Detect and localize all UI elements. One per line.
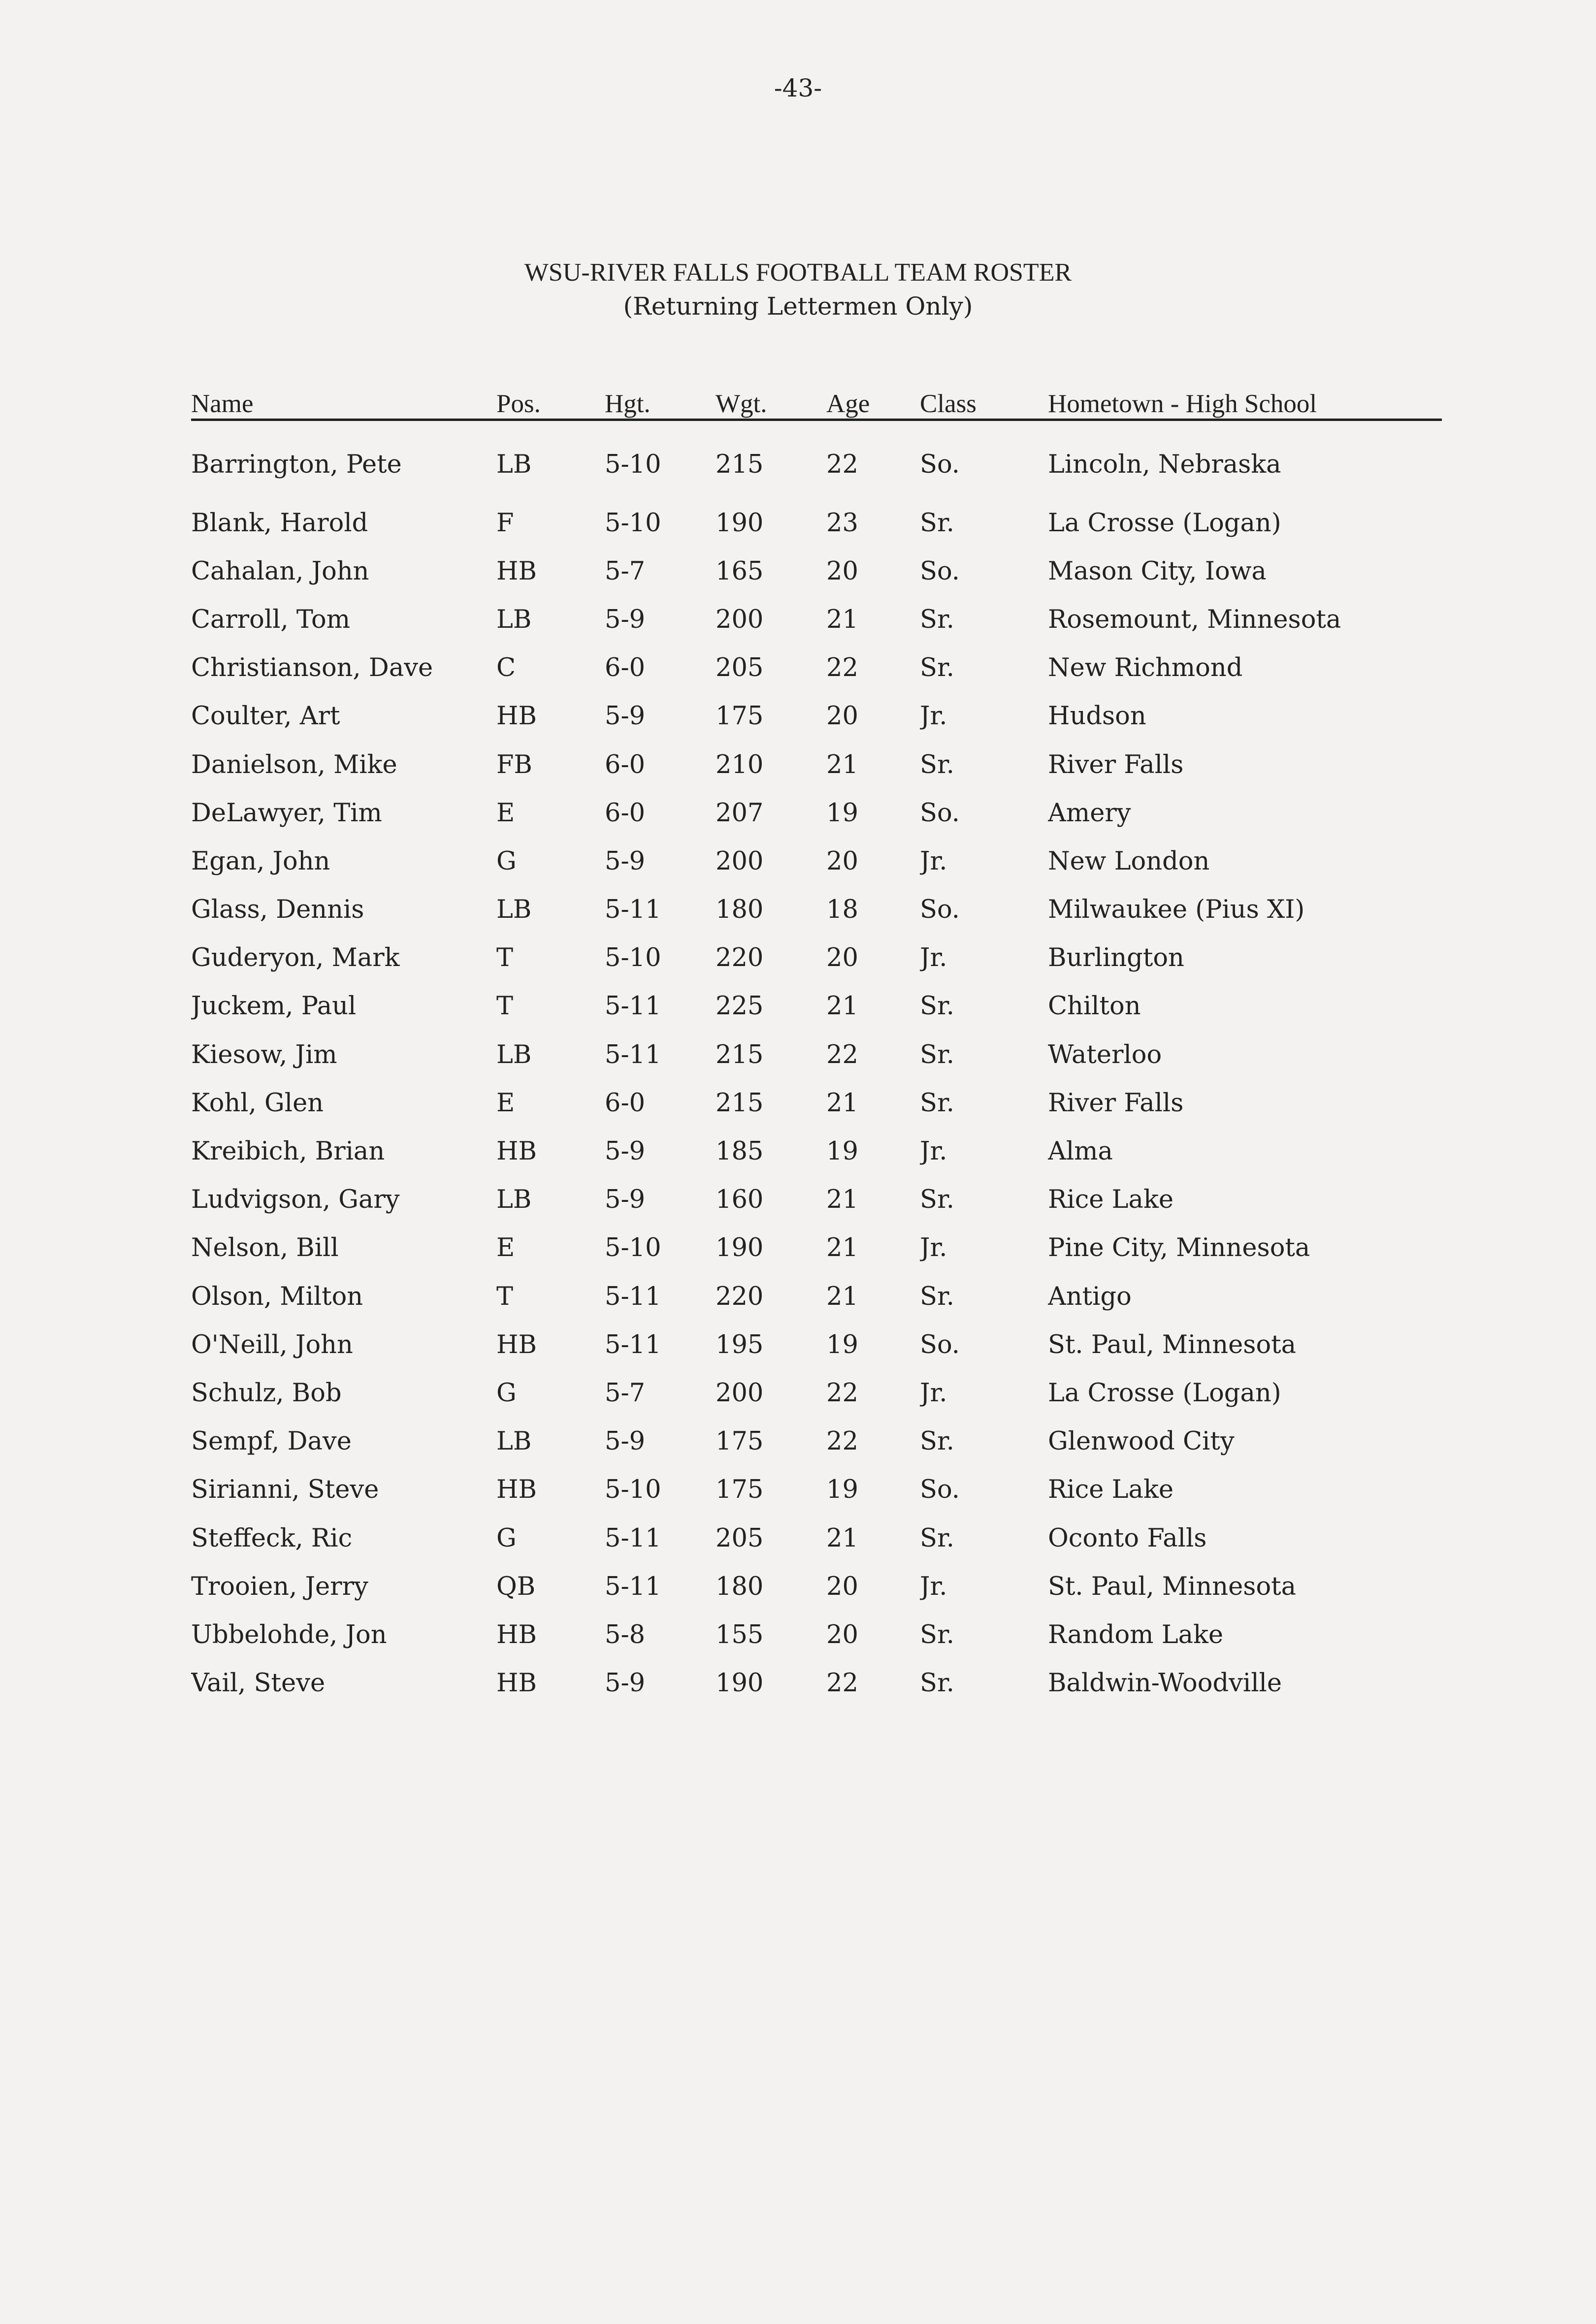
player-weight: 205 (716, 653, 764, 683)
player-name: Sempf, Dave (191, 1427, 352, 1456)
player-class: Sr. (920, 750, 954, 779)
player-height: 5-7 (605, 1378, 646, 1408)
player-hometown: Chilton (1048, 992, 1141, 1021)
player-age: 21 (826, 1233, 858, 1263)
player-hometown: Antigo (1048, 1282, 1132, 1311)
table-row (191, 789, 1442, 837)
table-row (191, 1321, 1442, 1369)
player-hometown: River Falls (1048, 1088, 1184, 1118)
player-position: HB (496, 1330, 537, 1359)
player-class: Sr. (920, 1669, 954, 1698)
player-age: 21 (826, 605, 858, 634)
player-hometown: New London (1048, 846, 1210, 876)
player-weight: 160 (716, 1185, 764, 1215)
player-weight: 165 (716, 556, 764, 586)
player-name: Trooien, Jerry (191, 1572, 368, 1601)
player-position: C (496, 653, 516, 683)
player-age: 21 (826, 992, 858, 1021)
player-class: Sr. (920, 508, 954, 538)
player-class: Jr. (920, 846, 947, 876)
player-height: 5-8 (605, 1620, 646, 1649)
player-position: LB (496, 895, 532, 925)
player-weight: 175 (716, 702, 764, 731)
player-position: E (496, 1088, 515, 1118)
player-class: So. (920, 798, 960, 828)
table-row (191, 692, 1442, 741)
player-age: 22 (826, 1378, 858, 1408)
player-class: Sr. (920, 1282, 954, 1311)
player-class: So. (920, 1330, 960, 1359)
player-height: 6-0 (605, 1088, 646, 1118)
header-wgt: Wgt. (716, 380, 826, 420)
player-height: 5-10 (605, 1233, 661, 1263)
title-block (0, 256, 1596, 323)
player-age: 20 (826, 1620, 858, 1649)
player-height: 5-11 (605, 1282, 661, 1311)
player-name: Steffeck, Ric (191, 1523, 353, 1553)
player-age: 21 (826, 1282, 858, 1311)
player-name: Olson, Milton (191, 1282, 363, 1311)
player-height: 6-0 (605, 798, 646, 828)
player-age: 19 (826, 1475, 858, 1505)
player-hometown: Pine City, Minnesota (1048, 1233, 1310, 1263)
player-position: LB (496, 1040, 532, 1069)
table-row (191, 1514, 1442, 1562)
player-hometown: Random Lake (1048, 1620, 1224, 1649)
player-height: 5-9 (605, 605, 646, 634)
player-name: Kiesow, Jim (191, 1040, 337, 1069)
player-position: E (496, 1233, 515, 1263)
player-position: HB (496, 1137, 537, 1166)
table-row (191, 595, 1442, 644)
player-weight: 180 (716, 1572, 764, 1601)
player-age: 22 (826, 450, 858, 479)
page-number: -43- (774, 74, 822, 102)
player-position: G (496, 846, 517, 876)
player-class: Sr. (920, 1620, 954, 1649)
player-weight: 185 (716, 1137, 764, 1166)
player-height: 6-0 (605, 653, 646, 683)
header-row (191, 380, 1442, 420)
player-age: 21 (826, 1523, 858, 1553)
player-age: 19 (826, 1330, 858, 1359)
player-weight: 195 (716, 1330, 764, 1359)
player-name: Barrington, Pete (191, 450, 402, 479)
player-hometown: River Falls (1048, 750, 1184, 779)
player-age: 21 (826, 750, 858, 779)
player-hometown: Hudson (1048, 702, 1146, 731)
player-position: T (496, 943, 514, 973)
table-row (191, 499, 1442, 547)
header-class: Class (920, 380, 1048, 420)
player-name: Kreibich, Brian (191, 1137, 385, 1166)
roster-subtitle: (Returning Lettermen Only) (623, 292, 973, 321)
table-row (191, 1659, 1442, 1708)
player-height: 5-10 (605, 943, 661, 973)
roster-body (191, 420, 1442, 1708)
player-height: 5-9 (605, 1669, 646, 1698)
player-position: HB (496, 1475, 537, 1505)
player-age: 23 (826, 508, 858, 538)
player-hometown: Burlington (1048, 943, 1184, 973)
table-row (191, 1369, 1442, 1417)
player-weight: 175 (716, 1475, 764, 1505)
player-age: 20 (826, 1572, 858, 1601)
table-row (191, 1127, 1442, 1175)
player-class: Sr. (920, 1523, 954, 1553)
player-hometown: Lincoln, Nebraska (1048, 450, 1281, 479)
player-hometown: St. Paul, Minnesota (1048, 1572, 1297, 1601)
player-name: Coulter, Art (191, 702, 340, 731)
player-hometown: Alma (1048, 1137, 1113, 1166)
player-height: 5-10 (605, 1475, 661, 1505)
header-name: Name (191, 380, 496, 420)
player-class: Sr. (920, 992, 954, 1021)
table-row (191, 420, 1442, 499)
player-name: Vail, Steve (191, 1669, 326, 1698)
player-weight: 225 (716, 992, 764, 1021)
player-hometown: Rosemount, Minnesota (1048, 605, 1341, 634)
player-position: FB (496, 750, 532, 779)
player-name: Kohl, Glen (191, 1088, 324, 1118)
player-age: 22 (826, 1427, 858, 1456)
player-weight: 205 (716, 1523, 764, 1553)
table-row (191, 1272, 1442, 1321)
player-name: Ubbelohde, Jon (191, 1620, 387, 1649)
table-row (191, 1176, 1442, 1224)
player-age: 22 (826, 653, 858, 683)
table-row (191, 1418, 1442, 1466)
table-row (191, 1466, 1442, 1514)
player-height: 5-9 (605, 1427, 646, 1456)
player-hometown: La Crosse (Logan) (1048, 1378, 1281, 1408)
player-class: Sr. (920, 1427, 954, 1456)
player-class: Jr. (920, 943, 947, 973)
player-hometown: Oconto Falls (1048, 1523, 1207, 1553)
player-weight: 210 (716, 750, 764, 779)
player-position: T (496, 992, 514, 1021)
table-row (191, 644, 1442, 692)
header-hometown: Hometown - High School (1048, 380, 1442, 420)
player-weight: 175 (716, 1427, 764, 1456)
player-age: 18 (826, 895, 858, 925)
player-weight: 200 (716, 846, 764, 876)
table-row (191, 886, 1442, 934)
roster-table (191, 380, 1442, 1708)
player-name: Cahalan, John (191, 556, 369, 586)
player-hometown: Milwaukee (Pius XI) (1048, 895, 1305, 925)
player-weight: 200 (716, 1378, 764, 1408)
player-height: 5-11 (605, 895, 661, 925)
player-position: HB (496, 1669, 537, 1698)
table-row (191, 1562, 1442, 1611)
player-weight: 190 (716, 508, 764, 538)
player-age: 22 (826, 1669, 858, 1698)
player-position: HB (496, 1620, 537, 1649)
table-row (191, 1224, 1442, 1272)
player-height: 5-9 (605, 1137, 646, 1166)
roster-title: WSU-RIVER FALLS FOOTBALL TEAM ROSTER (524, 258, 1072, 287)
player-class: Sr. (920, 605, 954, 634)
player-class: So. (920, 1475, 960, 1505)
player-position: E (496, 798, 515, 828)
player-weight: 220 (716, 943, 764, 973)
player-weight: 200 (716, 605, 764, 634)
player-class: So. (920, 895, 960, 925)
player-height: 5-11 (605, 1523, 661, 1553)
player-position: LB (496, 1185, 532, 1215)
player-class: Jr. (920, 702, 947, 731)
player-name: Guderyon, Mark (191, 943, 400, 973)
player-weight: 220 (716, 1282, 764, 1311)
player-height: 5-11 (605, 1040, 661, 1069)
player-class: Sr. (920, 1088, 954, 1118)
player-age: 20 (826, 846, 858, 876)
player-class: Jr. (920, 1572, 947, 1601)
player-hometown: Rice Lake (1048, 1185, 1174, 1215)
player-age: 22 (826, 1040, 858, 1069)
player-class: Sr. (920, 1185, 954, 1215)
player-height: 6-0 (605, 750, 646, 779)
player-name: Blank, Harold (191, 508, 368, 538)
player-class: So. (920, 556, 960, 586)
table-row (191, 1611, 1442, 1659)
player-height: 5-10 (605, 508, 661, 538)
player-position: LB (496, 605, 532, 634)
player-name: DeLawyer, Tim (191, 798, 382, 828)
player-class: Jr. (920, 1137, 947, 1166)
player-age: 21 (826, 1088, 858, 1118)
player-hometown: Baldwin-Woodville (1048, 1669, 1282, 1698)
player-class: Sr. (920, 653, 954, 683)
player-weight: 215 (716, 450, 764, 479)
player-age: 21 (826, 1185, 858, 1215)
player-position: HB (496, 556, 537, 586)
player-age: 20 (826, 943, 858, 973)
player-position: HB (496, 702, 537, 731)
player-position: F (496, 508, 514, 538)
player-height: 5-11 (605, 992, 661, 1021)
player-hometown: La Crosse (Logan) (1048, 508, 1281, 538)
player-position: G (496, 1378, 517, 1408)
player-hometown: Rice Lake (1048, 1475, 1174, 1505)
player-height: 5-11 (605, 1330, 661, 1359)
table-row (191, 1031, 1442, 1079)
header-hgt: Hgt. (605, 380, 716, 420)
player-name: O'Neill, John (191, 1330, 353, 1359)
player-hometown: Amery (1048, 798, 1131, 828)
table-row (191, 547, 1442, 595)
player-name: Carroll, Tom (191, 605, 351, 634)
player-height: 5-9 (605, 1185, 646, 1215)
player-hometown: Mason City, Iowa (1048, 556, 1267, 586)
player-hometown: St. Paul, Minnesota (1048, 1330, 1297, 1359)
table-row (191, 741, 1442, 789)
player-hometown: Waterloo (1048, 1040, 1162, 1069)
player-weight: 207 (716, 798, 764, 828)
player-name: Sirianni, Steve (191, 1475, 379, 1505)
player-name: Ludvigson, Gary (191, 1185, 400, 1215)
player-height: 5-7 (605, 556, 646, 586)
player-age: 20 (826, 556, 858, 586)
table-row (191, 1079, 1442, 1127)
player-height: 5-10 (605, 450, 661, 479)
player-position: QB (496, 1572, 536, 1601)
player-class: So. (920, 450, 960, 479)
player-height: 5-9 (605, 846, 646, 876)
header-pos: Pos. (496, 380, 605, 420)
player-name: Schulz, Bob (191, 1378, 342, 1408)
player-weight: 180 (716, 895, 764, 925)
player-class: Jr. (920, 1233, 947, 1263)
player-class: Jr. (920, 1378, 947, 1408)
table-row (191, 934, 1442, 982)
player-name: Glass, Dennis (191, 895, 364, 925)
player-name: Nelson, Bill (191, 1233, 339, 1263)
player-age: 19 (826, 798, 858, 828)
player-name: Juckem, Paul (191, 992, 357, 1021)
player-name: Danielson, Mike (191, 750, 397, 779)
player-position: G (496, 1523, 517, 1553)
player-height: 5-9 (605, 702, 646, 731)
player-position: LB (496, 1427, 532, 1456)
player-class: Sr. (920, 1040, 954, 1069)
header-age: Age (826, 380, 920, 420)
player-weight: 190 (716, 1233, 764, 1263)
player-weight: 155 (716, 1620, 764, 1649)
player-weight: 215 (716, 1088, 764, 1118)
player-name: Egan, John (191, 846, 330, 876)
player-height: 5-11 (605, 1572, 661, 1601)
player-age: 19 (826, 1137, 858, 1166)
player-weight: 190 (716, 1669, 764, 1698)
table-row (191, 982, 1442, 1031)
player-age: 20 (826, 702, 858, 731)
player-weight: 215 (716, 1040, 764, 1069)
table-row (191, 837, 1442, 885)
player-name: Christianson, Dave (191, 653, 433, 683)
player-hometown: Glenwood City (1048, 1427, 1235, 1456)
player-position: T (496, 1282, 514, 1311)
player-position: LB (496, 450, 532, 479)
player-hometown: New Richmond (1048, 653, 1243, 683)
